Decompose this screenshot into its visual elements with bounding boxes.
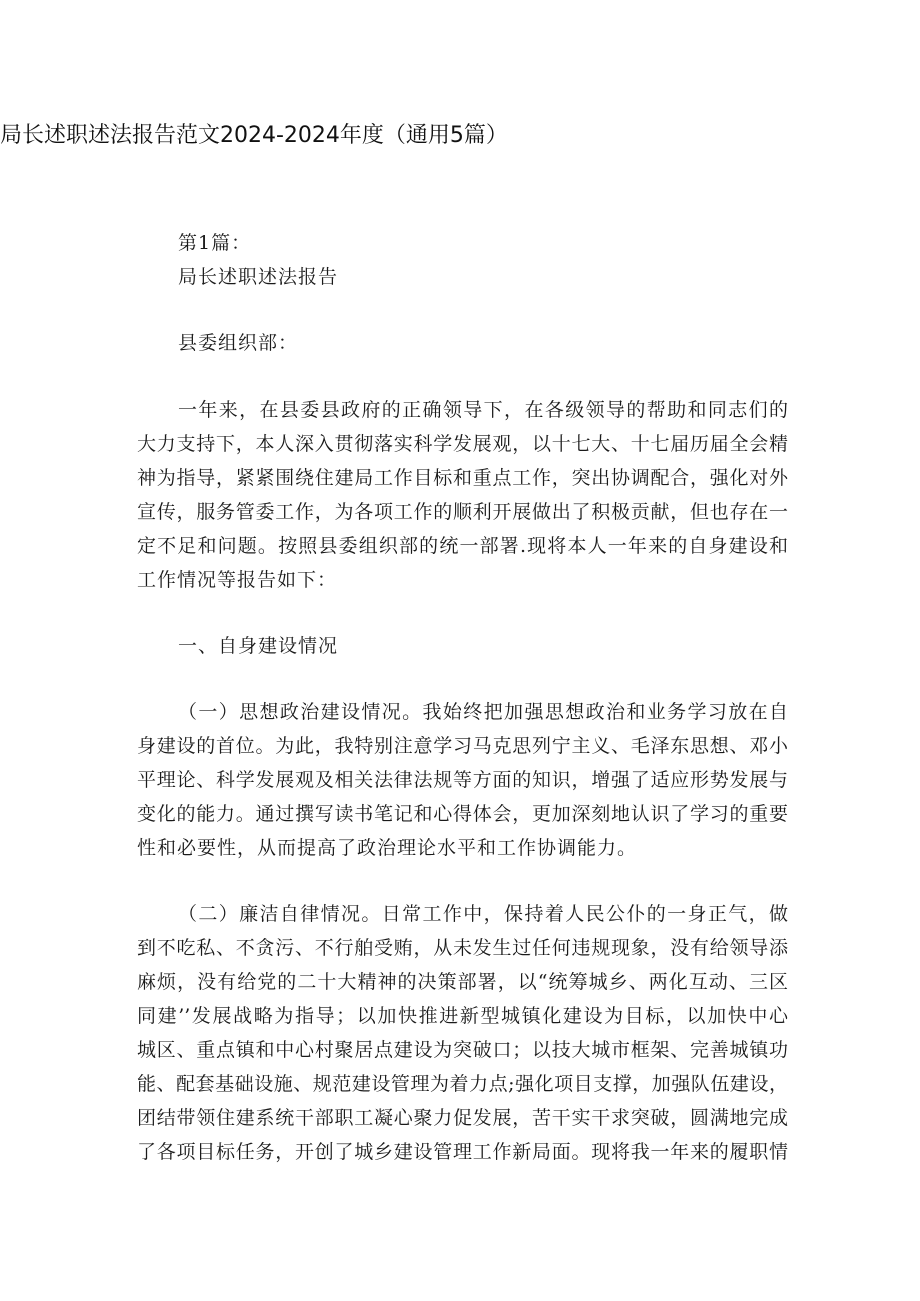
para2-line-5: 性和必要性，从而提高了政治理论水平和工作协调能力。: [137, 837, 638, 859]
para1-line-5: 定不足和问题。按照县委组织部的统一部署.现将本人一年来的自身建设和: [137, 535, 788, 557]
para1-line-4: 宣传，服务管委工作，为各项工作的顺利开展做出了积极贡献，但也存在一: [137, 501, 788, 523]
para3-line-4: 同建’’发展战略为指导；以加快推进新型城镇化建设为目标，以加快中心: [137, 1005, 788, 1027]
chapter-title: 局长述职述法报告: [178, 266, 339, 288]
para1-line-3: 神为指导，紧紧围绕住建局工作目标和重点工作，突出协调配合，强化对外: [137, 467, 788, 489]
para2-line-4: 变化的能力。通过撰写读书笔记和心得体会，更加深刻地认识了学习的重要: [137, 803, 788, 825]
salutation: 县委组织部：: [178, 332, 299, 354]
para3-line-7: 团结带领住建系统干部职工凝心聚力促发展，苦干实干求突破，圆满地完成: [137, 1107, 788, 1129]
para3-line-8: 了各项目标任务，开创了城乡建设管理工作新局面。现将我一年来的履职情: [137, 1141, 788, 1163]
para2-line-2: 身建设的首位。为此，我特别注意学习马克思列宁主义、毛泽东思想、邓小: [137, 735, 788, 757]
para2-line-1: （一）思想政治建设情况。我始终把加强思想政治和业务学习放在自: [178, 701, 788, 723]
section-heading-1: 一、自身建设情况: [178, 635, 339, 657]
document-title: 局长述职述法报告范文2024-2024年度（通用5篇）: [0, 123, 508, 148]
para1-line-6: 工作情况等报告如下：: [137, 569, 338, 591]
para3-line-3: 麻烦，没有给党的二十大精神的决策部署，以“统筹城乡、两化互动、三区: [137, 971, 788, 993]
para3-line-1: （二）廉洁自律情况。日常工作中，保持着人民公仆的一身正气，做: [178, 903, 788, 925]
chapter-heading: 第1篇：: [178, 232, 252, 254]
para1-line-2: 大力支持下，本人深入贯彻落实科学发展观，以十七大、十七届历届全会精: [137, 433, 788, 455]
para2-line-3: 平理论、科学发展观及相关法律法规等方面的知识，增强了适应形势发展与: [137, 769, 788, 791]
para3-line-2: 到不吃私、不贪污、不行舶受贿，从未发生过任何违规现象，没有给领导添: [137, 937, 788, 959]
para3-line-6: 能、配套基础设施、规范建设管理为着力点;强化项目支撑，加强队伍建设，: [137, 1073, 788, 1095]
para1-line-1: 一年来，在县委县政府的正确领导下，在各级领导的帮助和同志们的: [178, 399, 788, 421]
para3-line-5: 城区、重点镇和中心村聚居点建设为突破口；以技大城市框架、完善城镇功: [137, 1039, 788, 1061]
